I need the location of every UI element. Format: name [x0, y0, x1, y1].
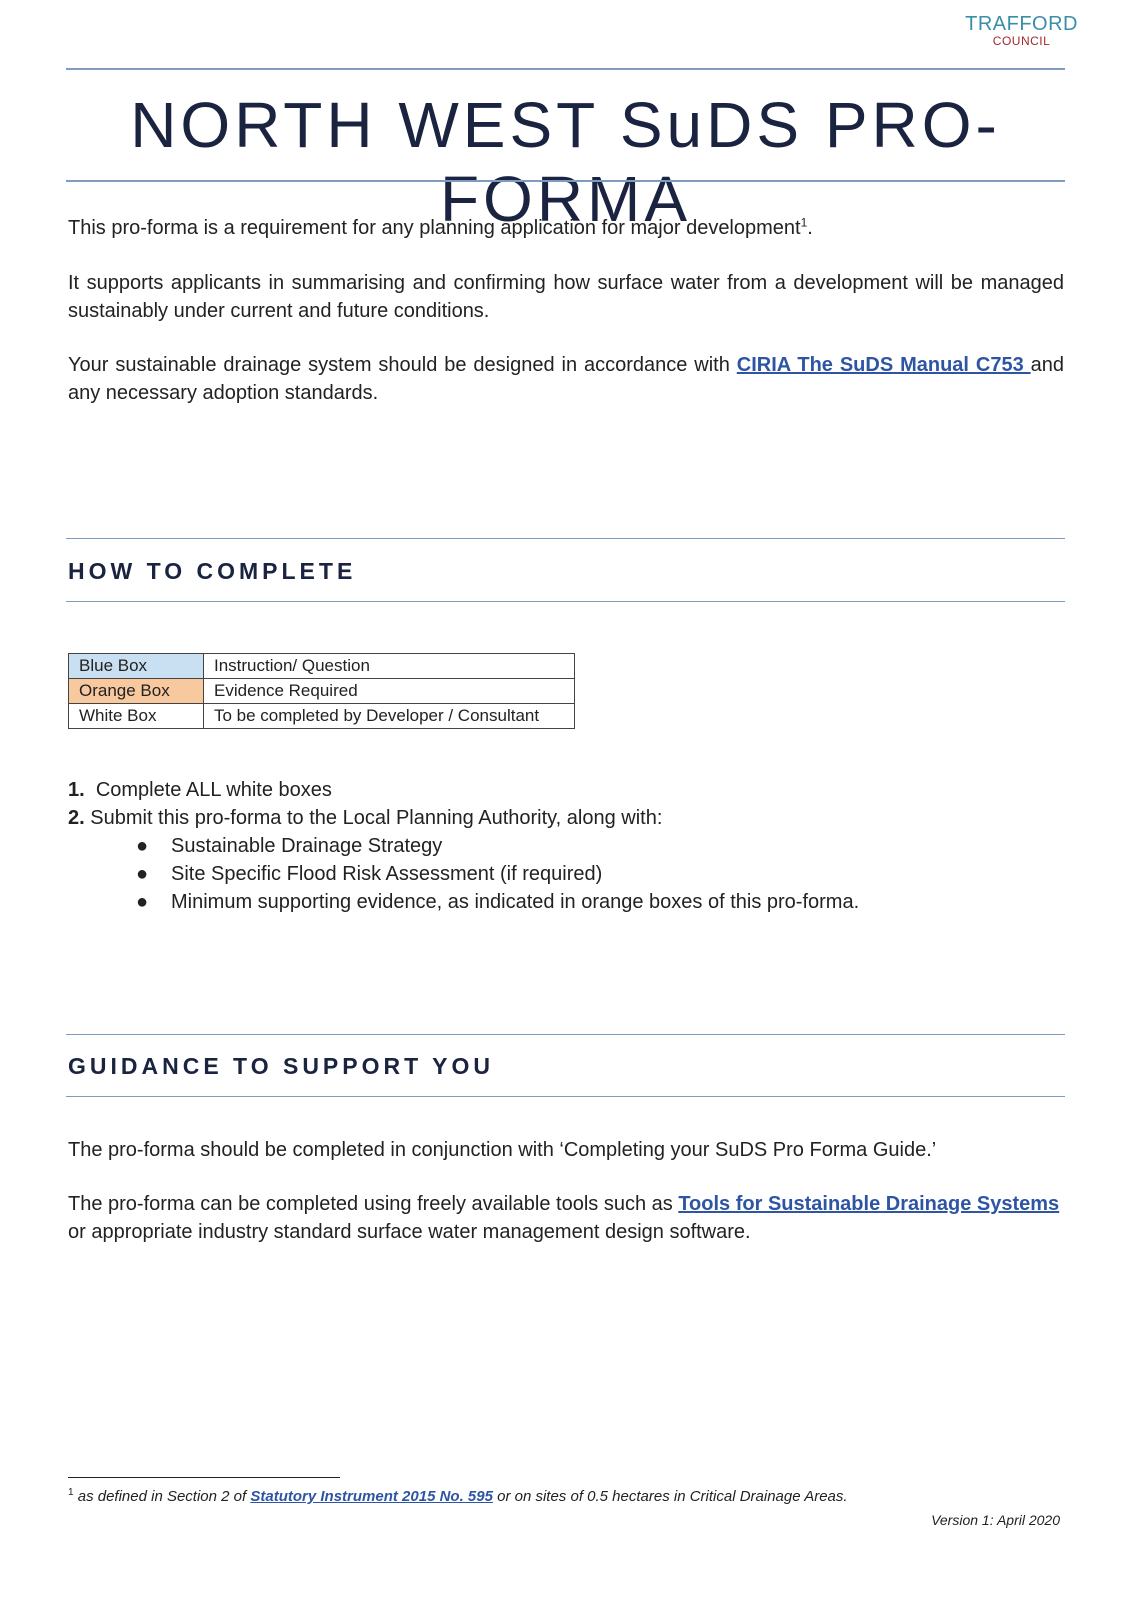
title-bottom-rule: [66, 180, 1065, 182]
completion-steps: [68, 776, 859, 916]
intro-text-1-end: .: [807, 217, 813, 239]
bullet-icon: ●: [136, 863, 149, 885]
title-top-rule: [66, 68, 1065, 70]
logo-line-2: COUNCIL: [992, 34, 1051, 48]
bullet-icon: ●: [136, 891, 149, 913]
intro-text-3-before: Your sustainable drainage system should be designed in accordance with: [68, 354, 737, 376]
guidance-top-rule: [66, 1034, 1065, 1035]
box-legend-table: [68, 653, 575, 729]
footnote-text-before: as defined in Section 2 of: [73, 1488, 251, 1505]
guidance-text-2-after: or appropriate industry standard surface water management design software.: [68, 1221, 751, 1243]
legend-meaning-orange: Evidence Required: [204, 679, 575, 704]
list-item-text: Minimum supporting evidence, as indicated in orange boxes of this pro-forma.: [171, 891, 860, 913]
guidance-text-2-before: The pro-forma can be completed using freely available tools such as: [68, 1193, 679, 1215]
list-item: [68, 832, 859, 860]
legend-box-blue: Blue Box: [69, 654, 204, 679]
trafford-council-logo: [965, 14, 1078, 47]
legend-row-blue: [69, 654, 575, 679]
guidance-paragraph-1: The pro-forma should be completed in conjunction with ‘Completing your SuDS Pro Forma Guide.’: [68, 1139, 937, 1161]
suds-tools-link[interactable]: Tools for Sustainable Drainage Systems: [678, 1193, 1060, 1215]
footnote-text-after: or on sites of 0.5 hectares in Critical Drainage Areas.: [492, 1488, 848, 1505]
legend-row-orange: [69, 679, 575, 704]
legend-meaning-white: To be completed by Developer / Consultant: [204, 704, 575, 729]
list-item: [68, 888, 859, 916]
step-2-text: Submit this pro-forma to the Local Planning Authority, along with:: [90, 807, 663, 829]
guidance-paragraph-2: [68, 1190, 1064, 1246]
footnote-marker: 1: [68, 1487, 74, 1498]
how-to-top-rule: [66, 538, 1065, 539]
intro-paragraph-3: [68, 351, 1064, 407]
step-1-text: Complete ALL white boxes: [95, 779, 332, 801]
footnote: [68, 1488, 848, 1505]
list-item-text: Site Specific Flood Risk Assessment (if required): [171, 863, 603, 885]
guidance-heading: GUIDANCE TO SUPPORT YOU: [68, 1053, 494, 1079]
ciria-suds-manual-link[interactable]: CIRIA The SuDS Manual C753: [736, 354, 1031, 376]
legend-box-orange: Orange Box: [69, 679, 204, 704]
legend-box-white: White Box: [69, 704, 204, 729]
step-2: [68, 804, 859, 832]
intro-text-3-after: and any necessary adoption standards.: [68, 354, 1064, 404]
intro-text-1: This pro-forma is a requirement for any planning application for major development: [68, 217, 801, 239]
step-2-number: 2.: [68, 807, 85, 829]
footnote-separator: [68, 1477, 340, 1478]
how-to-bottom-rule: [66, 601, 1065, 602]
statutory-instrument-link[interactable]: Statutory Instrument 2015 No. 595: [250, 1488, 493, 1505]
page-title: NORTH WEST SuDS PRO-FORMA: [130, 89, 1001, 235]
step-1-number: 1.: [68, 779, 85, 801]
logo-line-1: TRAFFORD: [965, 13, 1078, 35]
legend-meaning-blue: Instruction/ Question: [204, 654, 575, 679]
footnote-ref[interactable]: 1: [800, 215, 808, 230]
list-item: [68, 860, 859, 888]
list-item-text: Sustainable Drainage Strategy: [171, 835, 443, 857]
submission-list: [68, 832, 859, 916]
legend-row-white: [69, 704, 575, 729]
how-to-complete-heading: HOW TO COMPLETE: [68, 558, 357, 584]
version-label: Version 1: April 2020: [931, 1512, 1060, 1528]
intro-paragraph-2: It supports applicants in summarising and confirming how surface water from a development will be managed sustainably under current and future conditions.: [68, 272, 1064, 322]
guidance-bottom-rule: [66, 1096, 1065, 1097]
step-1: [68, 776, 859, 804]
intro-paragraph-1: [68, 214, 1064, 242]
bullet-icon: ●: [136, 835, 149, 857]
